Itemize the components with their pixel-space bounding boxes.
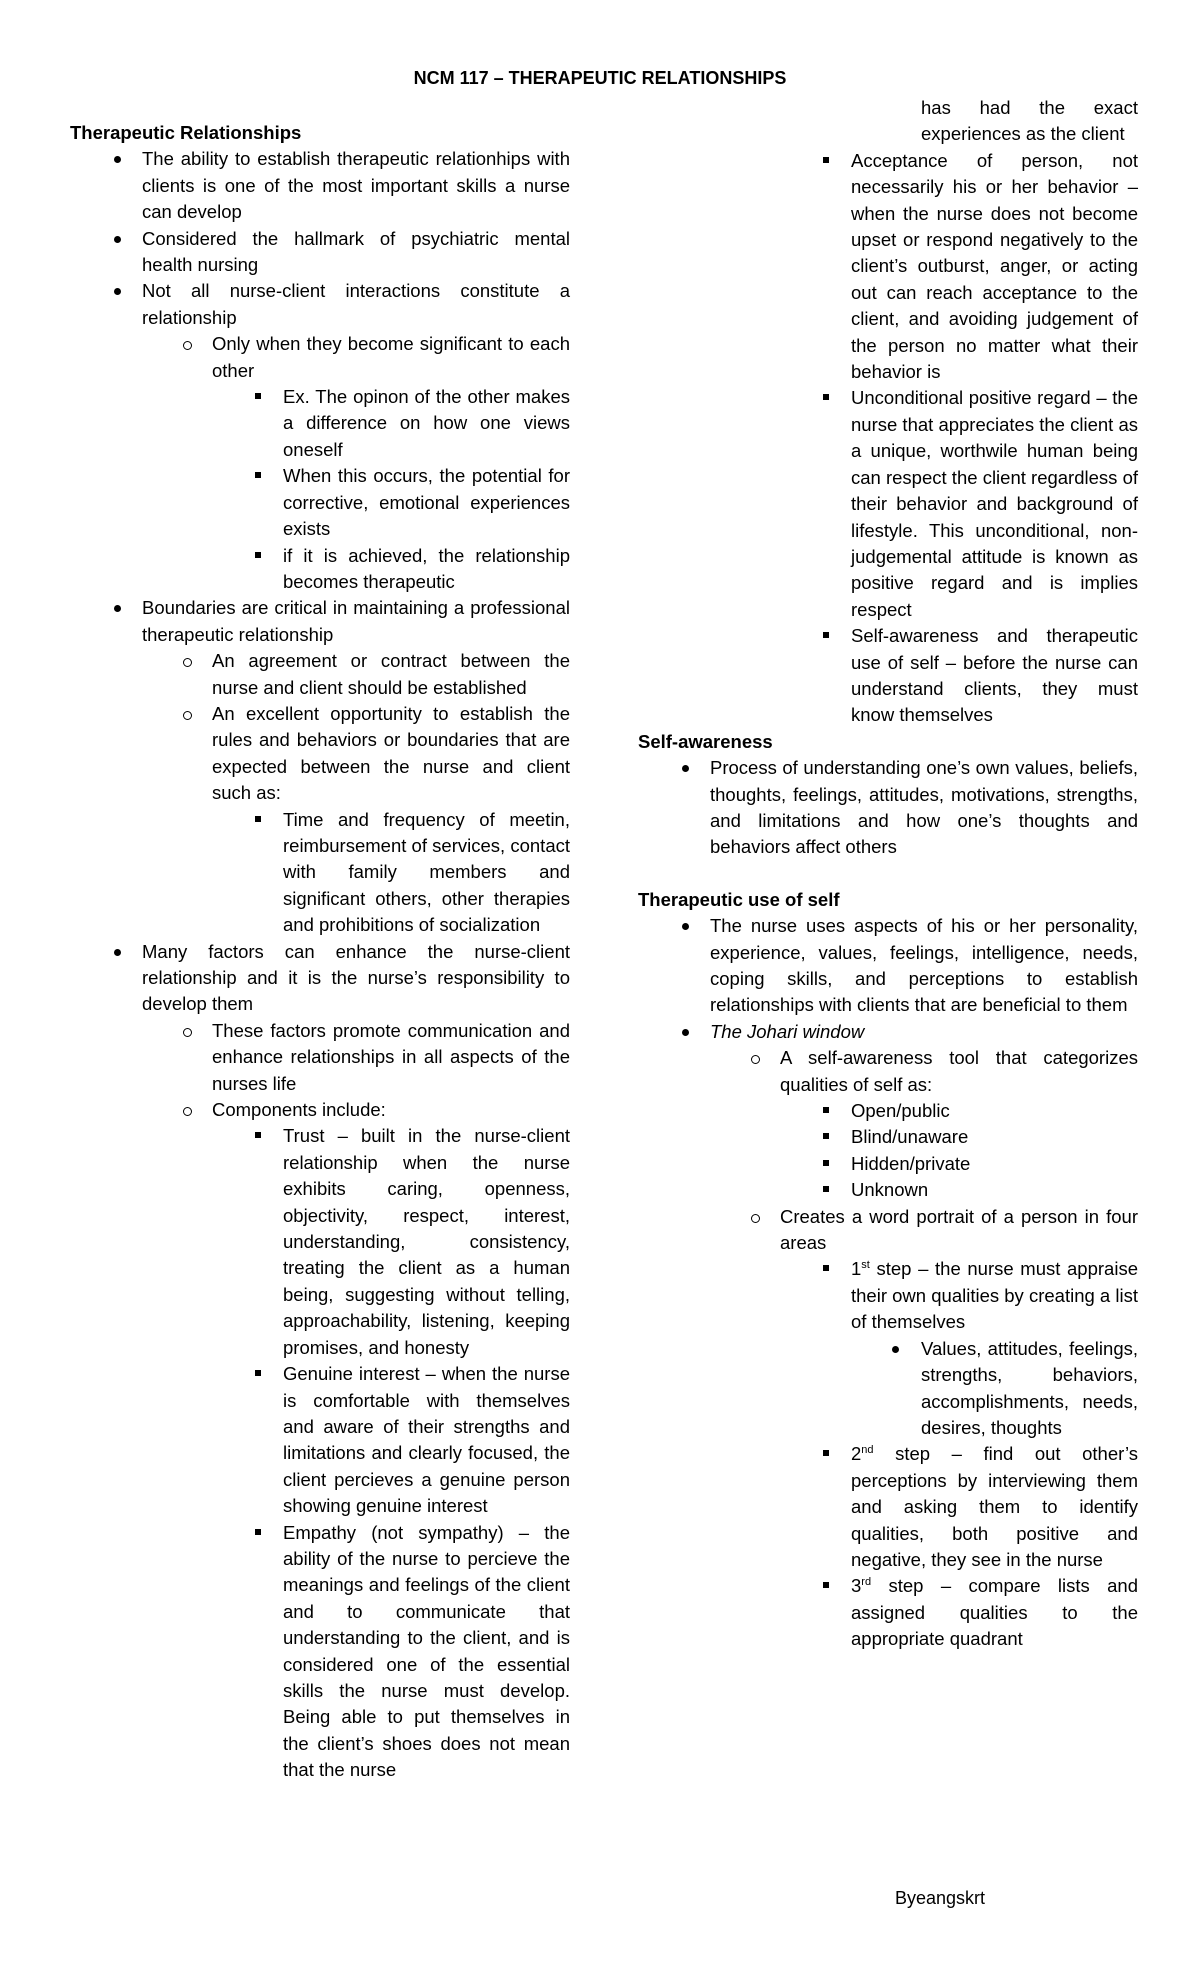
list-item-text: Unconditional positive regard – the nurse that appreciates the client as a unique, worthwile human being can respect the client regardless of their behavior and background of lifestyle. This unconditional, non-judgemental attitude is known as positive regard and is implies respect [851,387,1138,620]
right-bullet-list [638,148,1138,729]
list-item [638,1573,1138,1652]
list-item-text: The nurse uses aspects of his or her personality, experience, values, feelings, intelligence, needs, coping skills, and perceptions to establish relationships with clients that are beneficial to them [710,915,1138,1016]
list-item [70,463,570,542]
list-item [70,648,570,701]
right-column [638,95,1138,1653]
step-text: step – the nurse must appraise their own qualities by creating a list of themselves [851,1258,1138,1333]
list-item [638,1151,1138,1177]
list-item-text: Not all nurse-client interactions constitute a relationship [142,280,570,328]
step-suffix: st [861,1259,870,1272]
quality-open: Open/public [851,1100,950,1122]
list-item-text: if it is achieved, the relationship becomes therapeutic [283,544,570,592]
section-heading-self-awareness: Self-awareness [638,730,773,752]
list-item [638,623,1138,729]
left-bullet-list [70,146,570,1783]
list-item-text: Components include: [212,1099,386,1121]
list-item [638,1045,1138,1098]
list-item-text: Considered the hallmark of psychiatric mental health nursing [142,227,570,276]
list-item [70,1520,570,1784]
therapeutic-use-list [638,913,1138,1652]
list-item-text: An excellent opportunity to establish the rules and behaviors or boundaries that are expected between the nurse and client such as: [212,702,570,804]
list-item [70,701,570,807]
list-item [70,595,570,648]
list-item [638,385,1138,623]
list-item [638,1336,1138,1442]
list-item [70,278,570,331]
step-suffix: nd [861,1444,874,1457]
section-heading-therapeutic-use-of-self: Therapeutic use of self [638,888,840,910]
list-item [70,1361,570,1519]
list-item [638,1124,1138,1150]
list-item-text: Many factors can enhance the nurse-client relationship and it is the nurse’s responsibility to develop them [142,940,570,1015]
quality-blind: Blind/unaware [851,1126,969,1148]
list-item [70,1123,570,1361]
list-item [638,913,1138,1019]
list-item-text: Time and frequency of meetin, reimbursement of services, contact with family members and significant others, other therapies and prohibitions of socialization [283,808,570,936]
step-number: 1 [851,1258,862,1280]
list-item-text: Self-awareness and therapeutic use of self – before the nurse can understand clients, they must know themselves [851,625,1138,726]
list-item-text: Acceptance of person, not necessarily his or her behavior – when the nurse does not become upset or respond negatively to the client’s outburst, anger, or acting out can reach acceptance to the client, and avoiding judgement of the person no matter what their behavior is [851,149,1138,383]
list-item-text: Ex. The opinon of the other makes a difference on how one views oneself [283,386,570,460]
list-item [638,1098,1138,1124]
list-item [70,807,570,939]
list-item-text: These factors promote communication and enhance relationships in all aspects of the nurses life [212,1019,570,1094]
list-item-text: Only when they become significant to each other [212,333,570,381]
list-item [638,148,1138,386]
list-item [638,1256,1138,1335]
list-item-text: Process of understanding one’s own values, beliefs, thoughts, feelings, attitudes, motivations, strengths, and limitations and how one’s thoughts and behaviors affect others [710,757,1138,858]
list-item-text: An agreement or contract between the nurse and client should be established [212,650,570,698]
quality-hidden: Hidden/private [851,1152,971,1174]
list-item-text: Empathy (not sympathy) – the ability of the nurse to percieve the meanings and feelings of the client and to communicate that understanding to the client, and is considered one of the essential skills the nurse must develop. Being able to put themselves in the client’s shoes does not mean that the nurse [283,1521,570,1781]
list-item [70,331,570,384]
list-item [70,543,570,596]
page-title: NCM 117 – THERAPEUTIC RELATIONSHIPS [413,68,787,88]
list-item [638,1019,1138,1045]
quality-unknown: Unknown [851,1179,929,1201]
left-column [70,120,570,1784]
self-awareness-list [638,755,1138,861]
list-item-text: Genuine interest – when the nurse is comfortable with themselves and aware of their strengths and limitations and clearly focused, the client percieves a genuine person showing genuine interest [283,1363,570,1517]
list-item-text: Creates a word portrait of a person in four areas [780,1205,1138,1254]
list-item [70,939,570,1018]
list-item-text: Trust – built in the nurse-client relationship when the nurse exhibits caring, openness, objectivity, respect, interest, understanding, consistency, treating the client as a human being, suggesting without telling, approachability, listening, keeping promises, and honesty [283,1125,570,1358]
step-number: 3 [851,1575,862,1597]
list-item-text: When this occurs, the potential for corrective, emotional experiences exists [283,465,570,540]
list-item [638,755,1138,861]
step-suffix: rd [861,1576,872,1589]
section-heading-therapeutic-relationships: Therapeutic Relationships [70,122,302,143]
list-item [70,1018,570,1097]
list-item [70,146,570,225]
list-item-text: Boundaries are critical in maintaining a professional therapeutic relationship [142,597,570,645]
continued-text: has had the exact experiences as the client [921,97,1138,145]
author-signature: Byeangskrt [895,1888,986,1908]
list-item [70,226,570,279]
list-item-text: The ability to establish therapeutic relationhips with clients is one of the most important skills a nurse can develop [142,148,570,223]
list-item-text: A self-awareness tool that categorizes qualities of self as: [780,1047,1138,1095]
johari-window-label: The Johari window [710,1020,865,1042]
list-item [70,1097,570,1123]
step-text: step – find out other’s perceptions by interviewing them and asking them to identify qualities, both positive and negative, they see in the nurse [851,1443,1138,1570]
list-item [70,384,570,463]
step-text: step – compare lists and assigned qualities to the appropriate quadrant [851,1575,1138,1650]
list-item [638,1441,1138,1573]
list-item [638,1204,1138,1257]
list-item [638,1177,1138,1203]
step-number: 2 [851,1443,862,1465]
list-item-text: Values, attitudes, feelings, strengths, behaviors, accomplishments, needs, desires, thoughts [921,1337,1138,1438]
